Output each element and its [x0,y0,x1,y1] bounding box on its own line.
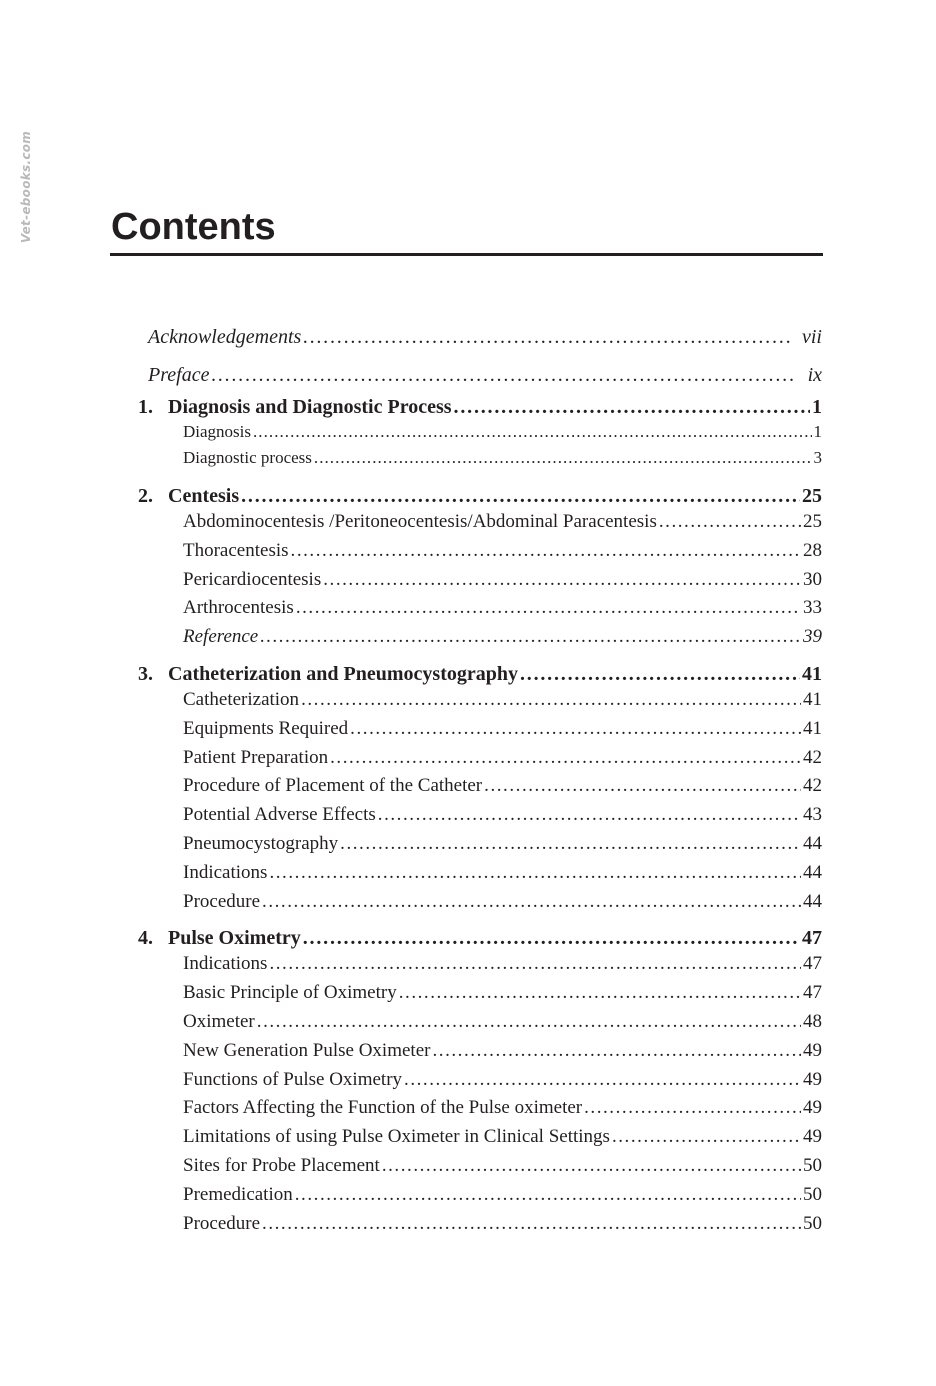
toc-chapter-3 [138,663,822,689]
toc-label: Patient Preparation [183,746,329,768]
toc-section [138,1155,822,1184]
leader-dots [584,1097,801,1119]
toc-label: Oximeter [183,1010,255,1032]
chapter-number: 2. [138,485,153,507]
leader-dots [454,396,810,419]
toc-section [138,953,822,982]
toc-section [138,1126,822,1155]
toc-label: Arthrocentesis [183,597,294,619]
toc-section [138,804,822,833]
leader-dots [323,569,801,591]
toc-page: 44 [803,890,822,912]
leader-dots [303,927,800,950]
toc-label: Premedication [183,1183,293,1205]
toc-label: Procedure of Placement of the Catheter [183,775,483,797]
toc-section-reference [138,626,822,655]
chapter-page: 1 [812,396,822,418]
toc-page: 44 [803,832,822,854]
chapter-number: 1. [138,396,153,418]
chapter-number: 3. [138,662,153,685]
toc-section [138,511,822,540]
leader-dots [432,1040,801,1062]
toc-section [138,982,822,1011]
toc-page: 43 [803,804,822,826]
toc-page: 25 [803,511,822,532]
chapter-title: Centesis [168,485,240,507]
toc-section [138,775,822,804]
toc-section [138,1069,822,1098]
leader-dots [404,1069,801,1091]
leader-dots [262,1213,801,1235]
toc-section [138,1011,822,1040]
toc-section [138,422,822,448]
toc-page: 50 [803,1183,822,1205]
toc-section [138,833,822,862]
toc-chapter-2 [138,485,822,511]
toc-page: 33 [803,597,822,619]
toc-section [138,597,822,626]
toc-section [138,891,822,920]
leader-dots [330,747,801,769]
leader-dots [295,1184,801,1206]
toc-label: Pneumocystography [183,832,339,854]
toc-page: 42 [803,775,822,797]
leader-dots [484,775,801,797]
leader-dots [260,626,801,648]
toc-label: Acknowledgements [148,325,302,348]
chapter-page: 41 [802,662,822,685]
leader-dots [257,1011,801,1033]
toc-section [138,1040,822,1069]
leader-dots [296,597,801,619]
toc-page: 44 [803,861,822,883]
toc-page: 42 [803,746,822,768]
toc-label: Pericardiocentesis [183,568,322,590]
toc-page: 47 [803,953,822,975]
leader-dots [314,448,812,468]
toc-label: Sites for Probe Placement [183,1154,380,1176]
toc-label: Diagnostic process [183,448,312,467]
chapter-title: Pulse Oximetry [168,927,301,950]
toc-label: Indications [183,953,268,975]
toc-section [138,448,822,477]
toc-page: 49 [803,1068,822,1090]
chapter-page: 25 [802,485,822,507]
toc-label: Abdominocentesis /Peritoneocentesis/Abdominal Paracentesis [183,511,657,532]
toc-label: Limitations of using Pulse Oximeter in Clinical Settings [183,1126,610,1148]
leader-dots [612,1126,801,1148]
watermark-logo [14,132,38,242]
table-of-contents [138,318,822,1241]
toc-page: 28 [803,539,822,561]
toc-page: 1 [813,422,822,441]
leader-dots [340,833,801,855]
toc-section [138,540,822,569]
toc-section [138,1097,822,1126]
toc-label: Indications [183,861,268,883]
toc-label: Procedure [183,1212,261,1234]
toc-page: 41 [803,717,822,739]
toc-label: Preface [148,363,210,386]
toc-label: Reference [183,626,259,648]
toc-section [138,1213,822,1242]
toc-chapter-1 [138,396,822,422]
toc-label: Basic Principle of Oximetry [183,982,397,1004]
leader-dots [291,540,801,562]
leader-dots [241,485,800,508]
chapter-page: 47 [802,927,822,950]
toc-page: 50 [803,1212,822,1234]
leader-dots [399,982,801,1004]
toc-page: 50 [803,1154,822,1176]
toc-label: Procedure [183,890,261,912]
toc-front-preface [138,356,822,394]
toc-section [138,689,822,718]
toc-label: Factors Affecting the Function of the Pulse oximeter [183,1097,583,1119]
toc-label: New Generation Pulse Oximeter [183,1039,431,1061]
toc-page: 49 [803,1097,822,1119]
toc-page: 3 [813,448,822,467]
leader-dots [262,891,801,913]
toc-page: 49 [803,1039,822,1061]
leader-dots [378,804,801,826]
leader-dots [350,718,801,740]
chapter-title: Catheterization and Pneumocystography [168,662,518,685]
page-title: Contents [111,206,276,248]
toc-section [138,862,822,891]
toc-section [138,747,822,776]
chapter-title: Diagnosis and Diagnostic Process [168,396,452,418]
toc-label: Functions of Pulse Oximetry [183,1068,403,1090]
leader-dots [269,953,801,975]
toc-label: Diagnosis [183,422,251,441]
toc-label: Equipments Required [183,717,349,739]
toc-page: 49 [803,1126,822,1148]
toc-section [138,718,822,747]
leader-dots [520,663,800,686]
toc-page: 30 [803,568,822,590]
toc-page: 39 [803,626,822,648]
toc-page: vii [802,325,822,348]
toc-section [138,1184,822,1213]
leader-dots [253,422,812,442]
leader-dots [382,1155,801,1177]
leader-dots [211,364,795,387]
toc-section [138,569,822,598]
toc-front-acknowledgements [138,318,822,356]
toc-label: Potential Adverse Effects [183,804,376,826]
leader-dots [269,862,801,884]
title-rule [110,253,823,256]
toc-label: Thoracentesis [183,539,289,561]
watermark-text: Vet-ebooks.com [19,130,34,244]
toc-page: 41 [803,688,822,710]
toc-page: ix [807,363,822,386]
leader-dots [659,511,801,533]
leader-dots [303,326,790,349]
leader-dots [301,689,801,711]
toc-chapter-4 [138,927,822,953]
toc-label: Catheterization [183,688,300,710]
toc-page: 47 [803,982,822,1004]
toc-page: 48 [803,1010,822,1032]
chapter-number: 4. [138,927,153,950]
